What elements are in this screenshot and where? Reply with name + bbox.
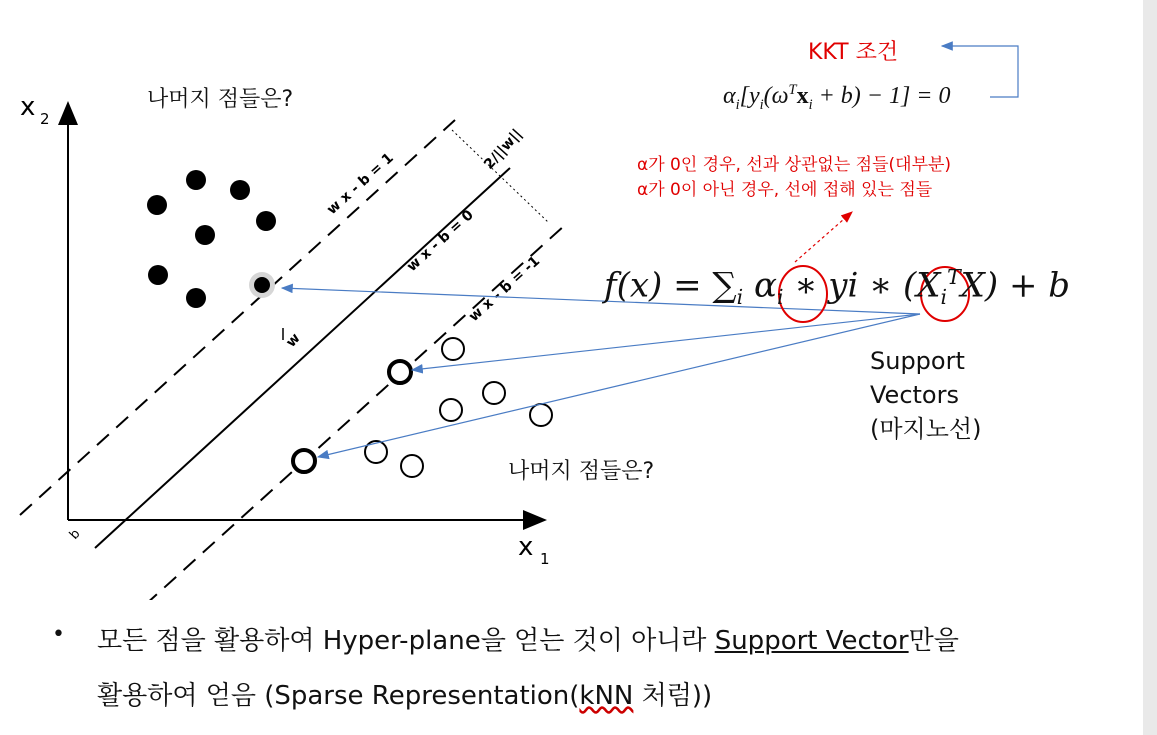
line-middle-label: w x - b = 0 [403, 207, 477, 275]
data-point [230, 180, 250, 200]
decision-function: $f(x) = \sum_i$ $\alpha_i$ ∗ yi ∗ $(X_i^TX) + b$ [604, 265, 1071, 310]
data-point [186, 288, 206, 308]
kkt-title: KKT 조건 [808, 40, 899, 65]
data-point [256, 211, 276, 231]
axis-y-sub: 2 [40, 110, 50, 128]
support-vector-negative-1 [389, 361, 411, 383]
scrollbar[interactable] [1143, 0, 1157, 735]
support-vector-positive [254, 277, 270, 293]
alpha-note-arrow [795, 212, 852, 262]
kkt-equation: $\alpha_i[y_i(\omega^Tx_i + b) - 1] = 0$ [723, 82, 951, 113]
line-upper-label: w x - b = 1 [323, 150, 397, 218]
question-top: 나머지 점들은? [147, 87, 294, 112]
data-point [148, 265, 168, 285]
data-point [195, 225, 215, 245]
support-vector-negative-2 [293, 450, 315, 472]
sv-arrow-2 [412, 314, 920, 370]
alpha-note-nonzero: α가 0이 아닌 경우, 선에 접해 있는 점들 [637, 180, 933, 200]
data-point [530, 404, 552, 426]
axis-x-label: x [518, 532, 534, 562]
sv-arrow-3 [318, 314, 920, 457]
data-point [401, 455, 423, 477]
axis-x-sub: 1 [540, 550, 550, 568]
axis-y-label: x [20, 92, 36, 122]
alpha-note-zero: α가 0인 경우, 선과 상관없는 점들(대부분) [637, 155, 952, 175]
data-point [147, 195, 167, 215]
margin-label: 2/||w|| [481, 126, 526, 173]
normal-vector-label: w [283, 330, 304, 351]
kkt-connector [942, 46, 1018, 97]
data-point [365, 441, 387, 463]
data-point [186, 170, 206, 190]
support-vectors-label: Support Vectors (마지노선) [870, 347, 982, 443]
bullet-icon: • [52, 622, 65, 647]
data-point [483, 382, 505, 404]
question-bottom: 나머지 점들은? [508, 459, 655, 484]
upper-margin-line [20, 120, 455, 515]
line-lower-label: w x - b = -1 [465, 253, 544, 325]
data-point [442, 338, 464, 360]
bullet-text-line1: 모든 점을 활용하여 Hyper-plane을 얻는 것이 아니라 Support Vector만을 [97, 626, 959, 656]
bullet-text-line2: 활용하여 얻음 (Sparse Representation(kNN 처럼)) [97, 681, 713, 711]
offset-label: b [66, 526, 84, 543]
alpha-notes [637, 153, 951, 203]
data-point [440, 399, 462, 421]
